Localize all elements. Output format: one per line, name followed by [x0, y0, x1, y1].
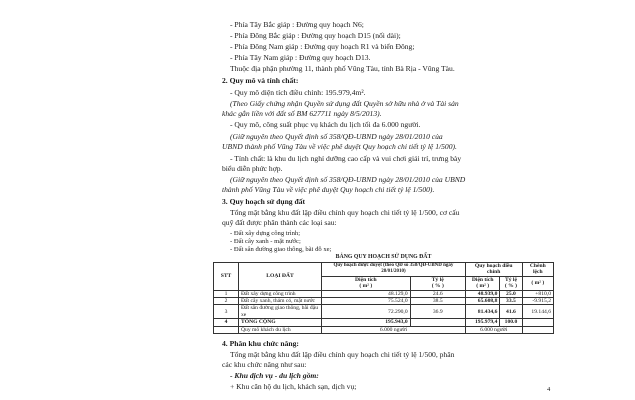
area-note-line-1: (Theo Giấy chứng nhận Quyền sử dụng đất Quyền sở hữu nhà ở và Tài sản: [230, 99, 459, 108]
location-text: Thuộc địa phận phường 11, thành phố Vũng Tàu, tỉnh Bà Rịa - Vũng Tàu.: [230, 64, 455, 73]
capacity-note-line-1: (Giữ nguyên theo Quyết định số 358/QĐ-UBND ngày 28/01/2010 của: [230, 132, 443, 141]
table-total-row: 4 TỔNG CỘNG 195.943,0 195.979,4 100.0: [214, 319, 554, 326]
col-diff-unit: ( m² ): [522, 276, 553, 290]
capacity-text: - Quy mô, công suất phục vụ khách du lịch tối đa 6.000 người.: [230, 120, 421, 129]
service-zone-heading: - Khu dịch vụ - du lịch gồm:: [230, 371, 319, 380]
capacity-note-line-2: UBND thành phố Vũng Tàu về việc phê duyệt Quy hoạch chi tiết tỷ lệ 1/500).: [222, 142, 457, 151]
section-2-heading: 2. Quy mô và tính chất:: [222, 76, 299, 85]
area-note-line-2: khác gắn liền với đất số BM 627711 ngày 8/5/2013).: [222, 109, 382, 118]
page-number: 4: [547, 386, 551, 393]
land-item-1: - Đất xây dựng công trình;: [230, 230, 301, 237]
nature-note-line-1: (Giữ nguyên theo Quyết định số 358/QĐ-UBND ngày 28/01/2010 của UBND: [230, 175, 466, 184]
table-row: 2 Đất cây xanh, thảm cỏ, mặt nước 75.524,0 38.5 65.608,8 33.5 -9.915,2: [214, 298, 554, 305]
border-southeast: - Phía Đông Nam giáp : Đường quy hoạch R1 và biển Đông;: [230, 42, 415, 51]
table-row: 3 Đất sân đường giao thông, bãi đậu xe 72.290,0 36.9 81.434,6 41.6 19.144,6: [214, 305, 554, 319]
col-old-area: Diện tích ( m² ): [322, 276, 411, 290]
col-new-area: Diện tích ( m² ): [465, 276, 499, 290]
col-adjusted-plan: Quy hoạch điều chỉnh: [465, 263, 522, 277]
land-use-table: [213, 262, 554, 334]
section-3-intro-1: Tổng mặt bằng khu đất lập điều chỉnh quy hoạch chi tiết tỷ lệ 1/500, cơ cấu: [230, 208, 460, 217]
section-3-heading: 3. Quy hoạch sử dụng đất: [222, 197, 306, 206]
col-stt: STT: [214, 263, 239, 291]
col-difference: Chênh lệch: [522, 263, 553, 277]
section-4-intro-1: Tổng mặt bằng khu đất lập điều chỉnh quy hoạch chi tiết tỷ lệ 1/500, phân: [230, 350, 455, 359]
area-text: - Quy mô diện tích điều chỉnh: 195.979,4m².: [230, 88, 366, 97]
border-southwest: - Phía Tây Nam giáp : Đường quy hoạch D13.: [230, 53, 371, 62]
table-row: 1 Đất xây dựng công trình 48.129,0 24.6 48.939,0 25.0 +810,0: [214, 290, 554, 297]
nature-line-1: - Tính chất: là khu du lịch nghỉ dưỡng cao cấp và vui chơi giải trí, trưng bày: [230, 154, 462, 163]
col-approved-plan: Quy hoạch được duyệt (theo QĐ số 358/QĐ-UBND ngày 28/01/2010): [322, 263, 466, 277]
service-zone-item: + Khu căn hộ du lịch, khách sạn, dịch vụ;: [230, 382, 357, 391]
section-3-intro-2: quỹ đất được phân thành các loại sau:: [222, 218, 337, 227]
section-4-intro-2: các khu chức năng như sau:: [222, 360, 307, 369]
col-land-type: LOẠI ĐẤT: [239, 263, 322, 291]
col-old-ratio: Tỷ lệ ( % ): [410, 276, 465, 290]
table-title: BẢNG QUY HOẠCH SỬ DỤNG ĐẤT: [335, 254, 432, 260]
land-item-3: - Đất sân đường giao thông, bãi đỗ xe;: [230, 246, 332, 253]
land-item-2: - Đất cây xanh - mặt nước;: [230, 238, 301, 245]
nature-line-2: biểu diễn phức hợp.: [222, 164, 283, 173]
table-guest-row: Quy mô khách du lịch 6.000 người 6.000 người: [214, 326, 554, 333]
border-northeast: - Phía Đông Bắc giáp : Đường quy hoạch D15 (nối dài);: [230, 31, 401, 40]
nature-note-line-2: thành phố Vũng Tàu về việc phê duyệt Quy hoạch chi tiết tỷ lệ 1/500).: [222, 185, 435, 194]
section-4-heading: 4. Phân khu chức năng:: [222, 339, 299, 348]
col-new-ratio: Tỷ lệ ( % ): [500, 276, 522, 290]
border-northwest: - Phía Tây Bắc giáp : Đường quy hoạch N6;: [230, 20, 364, 29]
